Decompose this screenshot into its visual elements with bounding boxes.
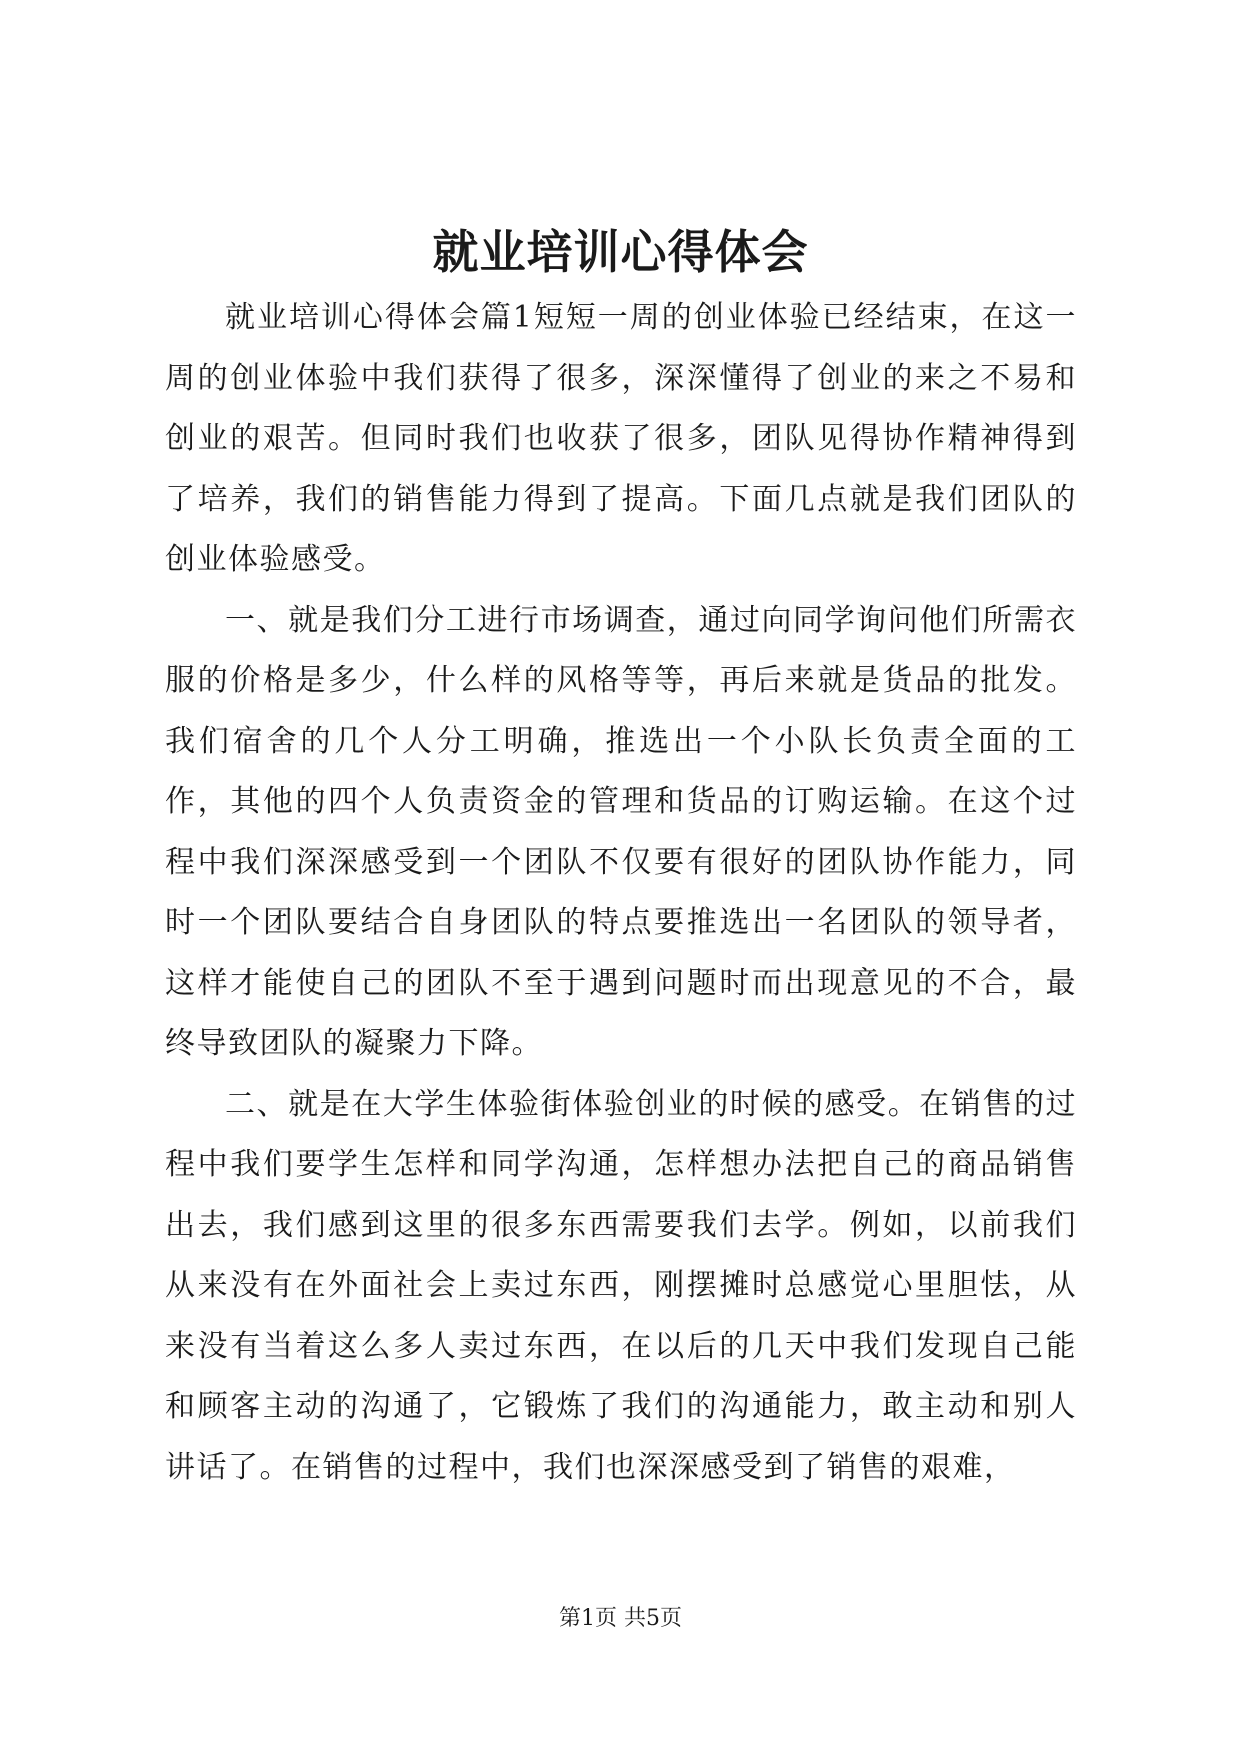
paragraph-point-one: 一、就是我们分工进行市场调查，通过向同学询问他们所需衣服的价格是多少，什么样的风格等等，再后来就是货品的批发。我们宿舍的几个人分工明确，推选出一个小队长负责全面的工作，其他的四个人负责资金的管理和货品的订购运输。在这个过程中我们深深感受到一个团队不仅要有很好的团队协作能力，同时一个团队要结合自身团队的特点要推选出一名团队的领导者，这样才能使自己的团队不至于遇到问题时而出现意见的不合，最终导致团队的凝聚力下降。	[165, 602, 1077, 1061]
paragraph-point-two: 二、就是在大学生体验街体验创业的时候的感受。在销售的过程中我们要学生怎样和同学沟通，怎样想办法把自己的商品销售出去，我们感到这里的很多东西需要我们去学。例如，以前我们从来没有在外面社会上卖过东西，刚摆摊时总感觉心里胆怯，从来没有当着这么多人卖过东西，在以后的几天中我们发现自己能和顾客主动的沟通了，它锻炼了我们的沟通能力，敢主动和别人讲话了。在销售的过程中，我们也深深感受到了销售的艰难，	[165, 1086, 1077, 1485]
document-body	[165, 288, 1077, 1498]
paragraph-intro: 就业培训心得体会篇1短短一周的创业体验已经结束，在这一周的创业体验中我们获得了很多，深深懂得了创业的来之不易和创业的艰苦。但同时我们也收获了很多，团队见得协作精神得到了培养，我们的销售能力得到了提高。下面几点就是我们团队的创业体验感受。	[165, 300, 1077, 577]
document-title: 就业培训心得体会	[432, 225, 809, 279]
page-number-footer: 第1页 共5页	[559, 1606, 682, 1631]
